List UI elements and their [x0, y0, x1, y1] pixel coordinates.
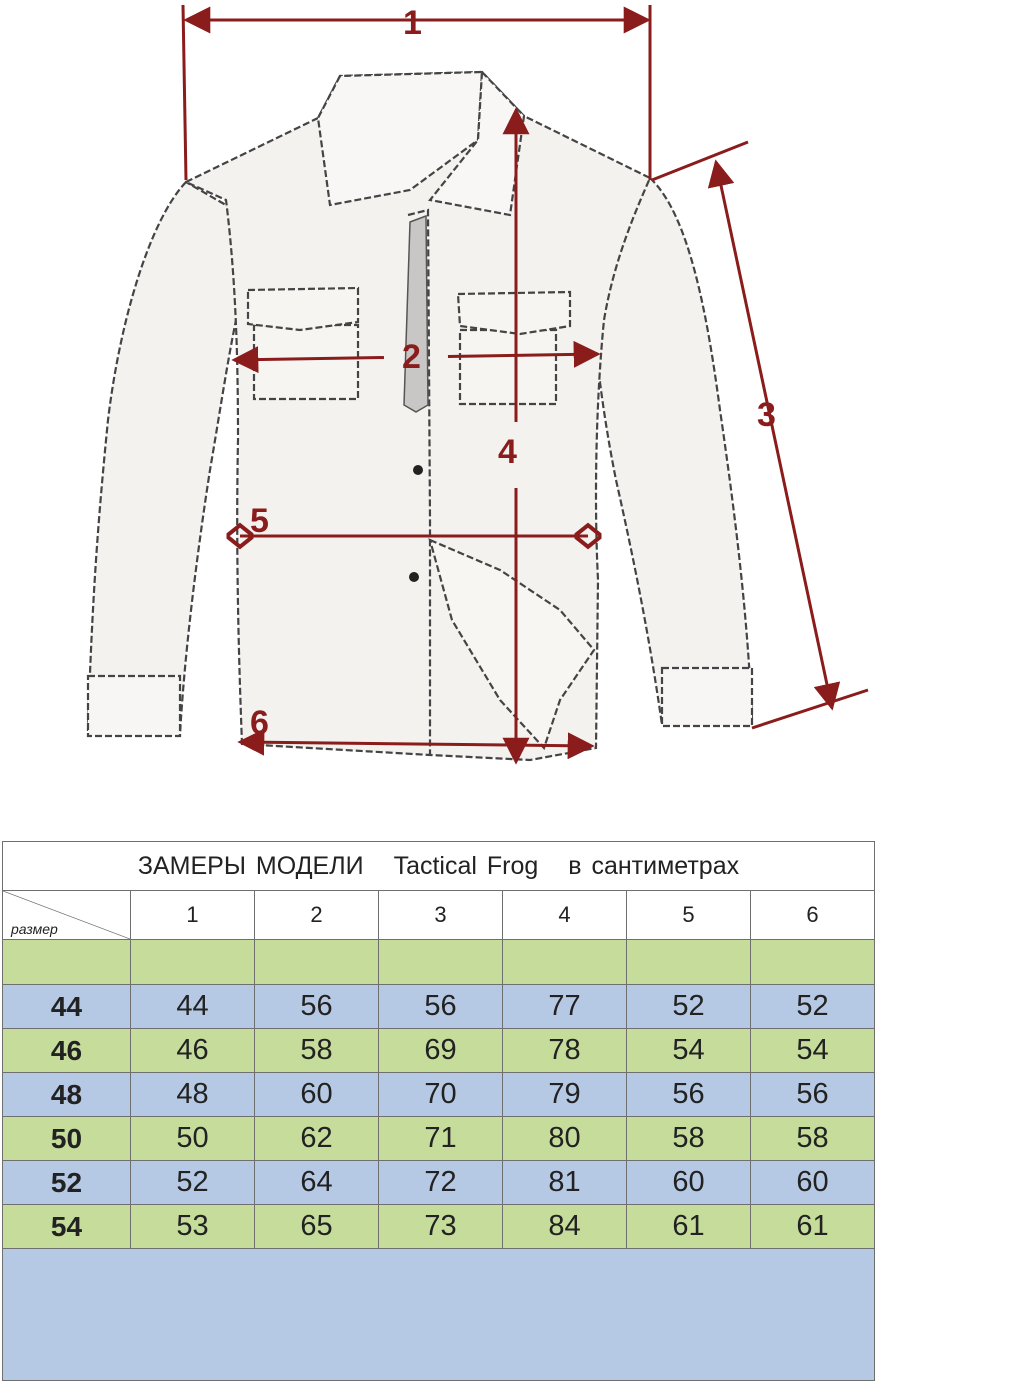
value-cell: 61: [751, 1205, 875, 1249]
value-cell: 58: [627, 1117, 751, 1161]
value-cell: 44: [131, 985, 255, 1029]
left-cuff: [88, 676, 180, 736]
value-cell: 50: [131, 1117, 255, 1161]
marker-label-4: 4: [498, 433, 517, 471]
value-cell: 48: [131, 1073, 255, 1117]
column-header: 3: [379, 891, 503, 940]
guide-line-left: [183, 5, 186, 180]
table-row: [3, 1117, 875, 1161]
left-sleeve: [88, 182, 244, 735]
corner-header-cell: [3, 891, 131, 940]
value-cell: 71: [379, 1117, 503, 1161]
spacer-row: [3, 940, 875, 985]
right-pocket-flap: [458, 292, 570, 334]
column-header: 6: [751, 891, 875, 940]
value-cell: 56: [379, 985, 503, 1029]
table-row: [3, 1073, 875, 1117]
size-cell: 44: [3, 985, 131, 1029]
value-cell: 53: [131, 1205, 255, 1249]
column-header: 2: [255, 891, 379, 940]
size-cell: 52: [3, 1161, 131, 1205]
title-part-model: Tactical Frog: [393, 851, 539, 880]
title-part-measurements: ЗАМЕРЫ МОДЕЛИ: [137, 851, 364, 880]
value-cell: 73: [379, 1205, 503, 1249]
table-row: [3, 1029, 875, 1073]
value-cell: 81: [503, 1161, 627, 1205]
value-cell: 62: [255, 1117, 379, 1161]
title-part-units: в сантиметрах: [568, 851, 740, 880]
value-cell: 60: [751, 1161, 875, 1205]
shirt-outline: [88, 72, 752, 760]
marker-label-3: 3: [757, 396, 776, 434]
size-cell: 50: [3, 1117, 131, 1161]
value-cell: 60: [255, 1073, 379, 1117]
value-cell: 58: [751, 1117, 875, 1161]
size-cell: 54: [3, 1205, 131, 1249]
value-cell: 54: [627, 1029, 751, 1073]
guide-line-3b: [752, 690, 868, 728]
guide-line-3a: [652, 142, 748, 180]
value-cell: 84: [503, 1205, 627, 1249]
table-row: [3, 1205, 875, 1249]
size-cell: 48: [3, 1073, 131, 1117]
value-cell: 56: [627, 1073, 751, 1117]
column-header-row: [3, 891, 875, 940]
right-pocket: [460, 330, 556, 404]
size-corner-label: размер: [11, 921, 58, 937]
table-row: [3, 985, 875, 1029]
marker-label-5: 5: [250, 502, 269, 540]
value-cell: 65: [255, 1205, 379, 1249]
value-cell: 70: [379, 1073, 503, 1117]
value-cell: 80: [503, 1117, 627, 1161]
button: [413, 465, 423, 475]
size-chart-table: [2, 841, 875, 1381]
value-cell: 56: [751, 1073, 875, 1117]
marker-label-2: 2: [402, 338, 421, 376]
right-cuff: [662, 668, 752, 726]
value-cell: 46: [131, 1029, 255, 1073]
marker-label-6: 6: [250, 704, 269, 742]
value-cell: 69: [379, 1029, 503, 1073]
footer-blank-row: [3, 1249, 875, 1381]
value-cell: 56: [255, 985, 379, 1029]
value-cell: 64: [255, 1161, 379, 1205]
table-row: [3, 1161, 875, 1205]
value-cell: 58: [255, 1029, 379, 1073]
value-cell: 78: [503, 1029, 627, 1073]
value-cell: 60: [627, 1161, 751, 1205]
left-pocket-flap: [248, 288, 358, 330]
size-cell: 46: [3, 1029, 131, 1073]
value-cell: 52: [751, 985, 875, 1029]
title-row: [3, 842, 875, 891]
column-header: 5: [627, 891, 751, 940]
marker-label-1: 1: [403, 4, 422, 42]
table-title: [3, 842, 875, 891]
value-cell: 72: [379, 1161, 503, 1205]
value-cell: 77: [503, 985, 627, 1029]
value-cell: 52: [131, 1161, 255, 1205]
value-cell: 61: [627, 1205, 751, 1249]
value-cell: 54: [751, 1029, 875, 1073]
left-pocket: [254, 325, 358, 399]
value-cell: 79: [503, 1073, 627, 1117]
column-header: 1: [131, 891, 255, 940]
button: [409, 572, 419, 582]
column-header: 4: [503, 891, 627, 940]
value-cell: 52: [627, 985, 751, 1029]
